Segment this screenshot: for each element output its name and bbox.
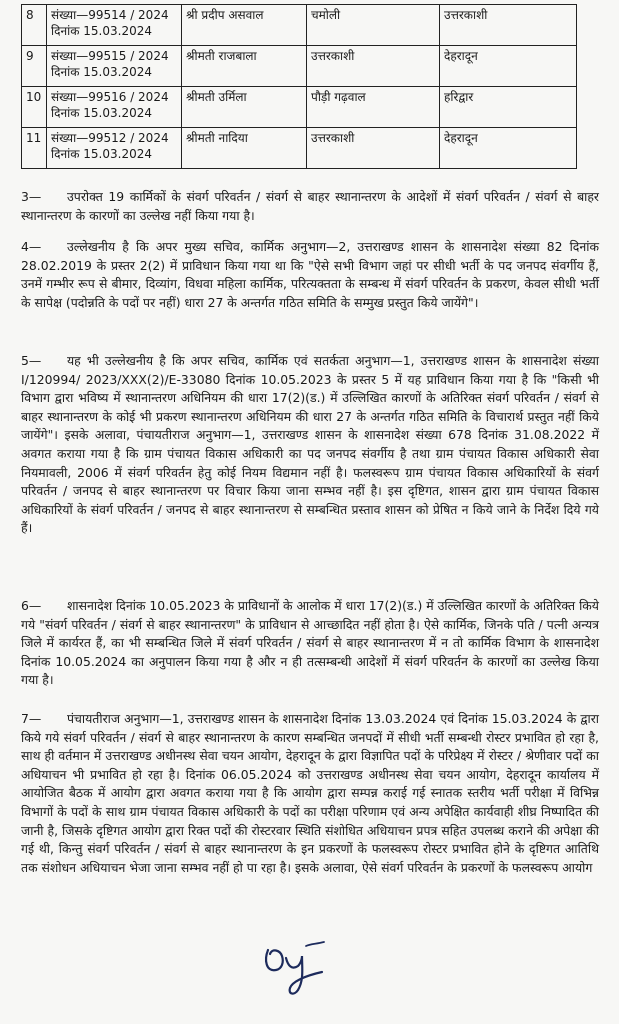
table-cell-to-district: उत्तरकाशी xyxy=(440,5,577,46)
paragraph-number: 6— xyxy=(21,598,42,613)
paragraph-7 xyxy=(21,710,599,877)
reference-date: दिनांक 15.03.2024 xyxy=(51,24,152,38)
table-cell-reference xyxy=(47,46,182,87)
reference-date: दिनांक 15.03.2024 xyxy=(51,106,152,120)
table-cell-from-district: उत्तरकाशी xyxy=(307,46,440,87)
reference-number: संख्या—99514 / 2024 xyxy=(51,8,169,22)
paragraph-3 xyxy=(21,188,599,225)
paragraph-number: 5— xyxy=(21,353,42,368)
table-cell-name: श्रीमती नादिया xyxy=(182,128,307,169)
reference-number: संख्या—99515 / 2024 xyxy=(51,49,169,63)
table-cell-to-district: देहरादून xyxy=(440,46,577,87)
table-cell-to-district: हरिद्वार xyxy=(440,87,577,128)
table-row xyxy=(22,87,577,128)
paragraph-6 xyxy=(21,597,599,690)
table-cell-serial: 11 xyxy=(22,128,47,169)
table-cell-name: श्री प्रदीप असवाल xyxy=(182,5,307,46)
paragraph-text: उल्लेखनीय है कि अपर मुख्य सचिव, कार्मिक अनुभाग—2, उत्तराखण्ड शासन के शासनादेश संख्या 82 दिनांक 28.02.2019 के प्रस्तर 2(2) में प्राविधान किया गया था कि "ऐसे सभी विभाग जहां पर सीधी भर्ती के पद जनपद संवर्गीय हैं, उनमें गम्भीर रूप से बीमार, दिव्यांग, विधवा महिला कार्मिक, परित्यक्तता के सम्बन्ध में संवर्ग परिवर्तन के प्रकरण, केवल सीधी भर्ती के सापेक्ष (पदोन्नति के पदों पर नहीं) धारा 27 के अन्तर्गत गठित समिति के सम्मुख प्रस्तुत किये जायेंगे"। xyxy=(21,239,599,310)
table-cell-name: श्रीमती राजबाला xyxy=(182,46,307,87)
paragraph-4 xyxy=(21,238,599,312)
table-cell-reference xyxy=(47,5,182,46)
reference-date: दिनांक 15.03.2024 xyxy=(51,65,152,79)
table-cell-from-district: पौड़ी गढ़वाल xyxy=(307,87,440,128)
transfer-table xyxy=(21,4,577,169)
paragraph-number: 4— xyxy=(21,239,42,254)
paragraph-text: यह भी उल्लेखनीय है कि अपर सचिव, कार्मिक एवं सतर्कता अनुभाग—1, उत्तराखण्ड शासन के शासनादेश संख्या I/120994/ 2023/XXX(2)/E-33080 दिनांक 10.05.2023 के प्रस्तर 5 में यह प्राविधान किया गया है कि "किसी भी विभाग द्वारा भविष्य में स्थानान्तरण अधिनियम की धारा 17(2)(ड.) में उल्लिखित कारणों के अतिरिक्त संवर्ग परिवर्तन / संवर्ग से बाहर स्थानान्तरण के कोई भी प्रकरण स्थानान्तरण अधिनियम की धारा 27 के अन्तर्गत गठित समिति के विचारार्थ प्रस्तुत नहीं किये जायेंगे"। इसके अलावा, पंचायतीराज अनुभाग—1, उत्तराखण्ड शासन के शासनादेश संख्या 678 दिनांक 31.08.2022 में अवगत कराया गया है कि ग्राम पंचायत विकास अधिकारी का पद जनपद संवर्गीय है तथा ग्राम पंचायत विकास अधिकारी सेवा नियमावली, 2006 में संवर्ग परिवर्तन हेतु कोई नियम विद्यमान नहीं है। फलस्वरूप ग्राम पंचायत विकास अधिकारियों के संवर्ग परिवर्तन / जनपद से बाहर स्थानान्तरण पर विचार किया जाना सम्भव नहीं है। इस दृष्टिगत, शासन द्वारा ग्राम पंचायत विकास अधिकारियों के संवर्ग परिवर्तन / जनपद से बाहर स्थानान्तरण से सम्बन्धित प्रस्ताव शासन को प्रेषित न किये जाने के निर्देश दिये गये हैं। xyxy=(21,353,599,536)
table-cell-from-district: चमोली xyxy=(307,5,440,46)
reference-date: दिनांक 15.03.2024 xyxy=(51,147,152,161)
paragraph-text: उपरोक्त 19 कार्मिकों के संवर्ग परिवर्तन / संवर्ग से बाहर स्थानान्तरण के आदेशों में संवर्ग परिवर्तन / संवर्ग से बाहर स्थानान्तरण के कारणों का उल्लेख नहीं किया गया है। xyxy=(21,189,599,223)
paragraph-text: शासनादेश दिनांक 10.05.2023 के प्राविधानों के आलोक में धारा 17(2)(ड.) में उल्लिखित कारणों के अतिरिक्त किये गये "संवर्ग परिवर्तन / संवर्ग से बाहर स्थानान्तरण" के प्राविधान से आच्छादित नहीं होता है। ऐसे कार्मिक, जिनके पति / पत्नी अन्यत्र जिले में कार्यरत हैं, का भी सम्बन्धित जिले में संवर्ग परिवर्तन / संवर्ग से बाहर स्थानान्तरण में न तो कार्मिक विभाग के शासनादेश दिनांक 10.05.2024 का अनुपालन किया गया है और न ही तत्सम्बन्धी आदेशों में संवर्ग परिवर्तन के कारणों का उल्लेख किया गया है। xyxy=(21,598,599,688)
table-cell-reference xyxy=(47,128,182,169)
table-cell-serial: 8 xyxy=(22,5,47,46)
paragraph-text: पंचायतीराज अनुभाग—1, उत्तराखण्ड शासन के शासनादेश दिनांक 13.03.2024 एवं दिनांक 15.03.2024 के द्वारा किये गये संवर्ग परिवर्तन / संवर्ग से बाहर स्थानान्तरण के कारण सम्बन्धित जनपदों में सीधी भर्ती सम्बन्धी रोस्टर प्रभावित हो रहा है, साथ ही वर्तमान में उत्तराखण्ड अधीनस्थ सेवा चयन आयोग, देहरादून के द्वारा विज्ञापित पदों के परिप्रेक्ष्य में रोस्टर / श्रेणीवार पदों का अधियाचन भी प्रभावित हो रहा है। दिनांक 06.05.2024 को उत्तराखण्ड अधीनस्थ सेवा चयन आयोग, देहरादून कार्यालय में आयोजित बैठक में आयोग द्वारा अवगत कराया गया है कि आयोग द्वारा सम्पन्न कराई गई स्नातक स्तरीय भर्ती परीक्षा में विभिन्न विभागों के पदों के साथ ग्राम पंचायत विकास अधिकारी के पदों का परीक्षा परिणाम एवं अन्य अपेक्षित कार्यवाही शीघ्र निष्पादित की जानी है, जिसके दृष्टिगत आयोग द्वारा रिक्त पदों की रोस्टरवार स्थिति संशोधित अधियाचन प्रपत्र सहित उपलब्ध कराने की अपेक्षा की गई थी, किन्तु संवर्ग परिवर्तन / संवर्ग से बाहर स्थानान्तरण के इन प्रकरणों के फलस्वरूप रोस्टर प्रभावित होने के दृष्टिगत आतिथि तक संशोधन अधियाचन भेजा जाना सम्भव नहीं हो पा रहा है। इसके अलावा, ऐसे संवर्ग परिवर्तन के प्रकरणों के फलस्वरूप आयोग xyxy=(21,711,599,875)
table-row xyxy=(22,5,577,46)
paragraph-number: 3— xyxy=(21,189,42,204)
table-cell-name: श्रीमती उर्मिला xyxy=(182,87,307,128)
table-cell-to-district: देहरादून xyxy=(440,128,577,169)
paragraph-number: 7— xyxy=(21,711,42,726)
table-row xyxy=(22,128,577,169)
paragraph-5 xyxy=(21,352,599,538)
table-row xyxy=(22,46,577,87)
handwritten-signature-icon xyxy=(262,936,332,998)
reference-number: संख्या—99512 / 2024 xyxy=(51,131,169,145)
table-cell-reference xyxy=(47,87,182,128)
reference-number: संख्या—99516 / 2024 xyxy=(51,90,169,104)
table-cell-from-district: उत्तरकाशी xyxy=(307,128,440,169)
table-cell-serial: 10 xyxy=(22,87,47,128)
table-cell-serial: 9 xyxy=(22,46,47,87)
